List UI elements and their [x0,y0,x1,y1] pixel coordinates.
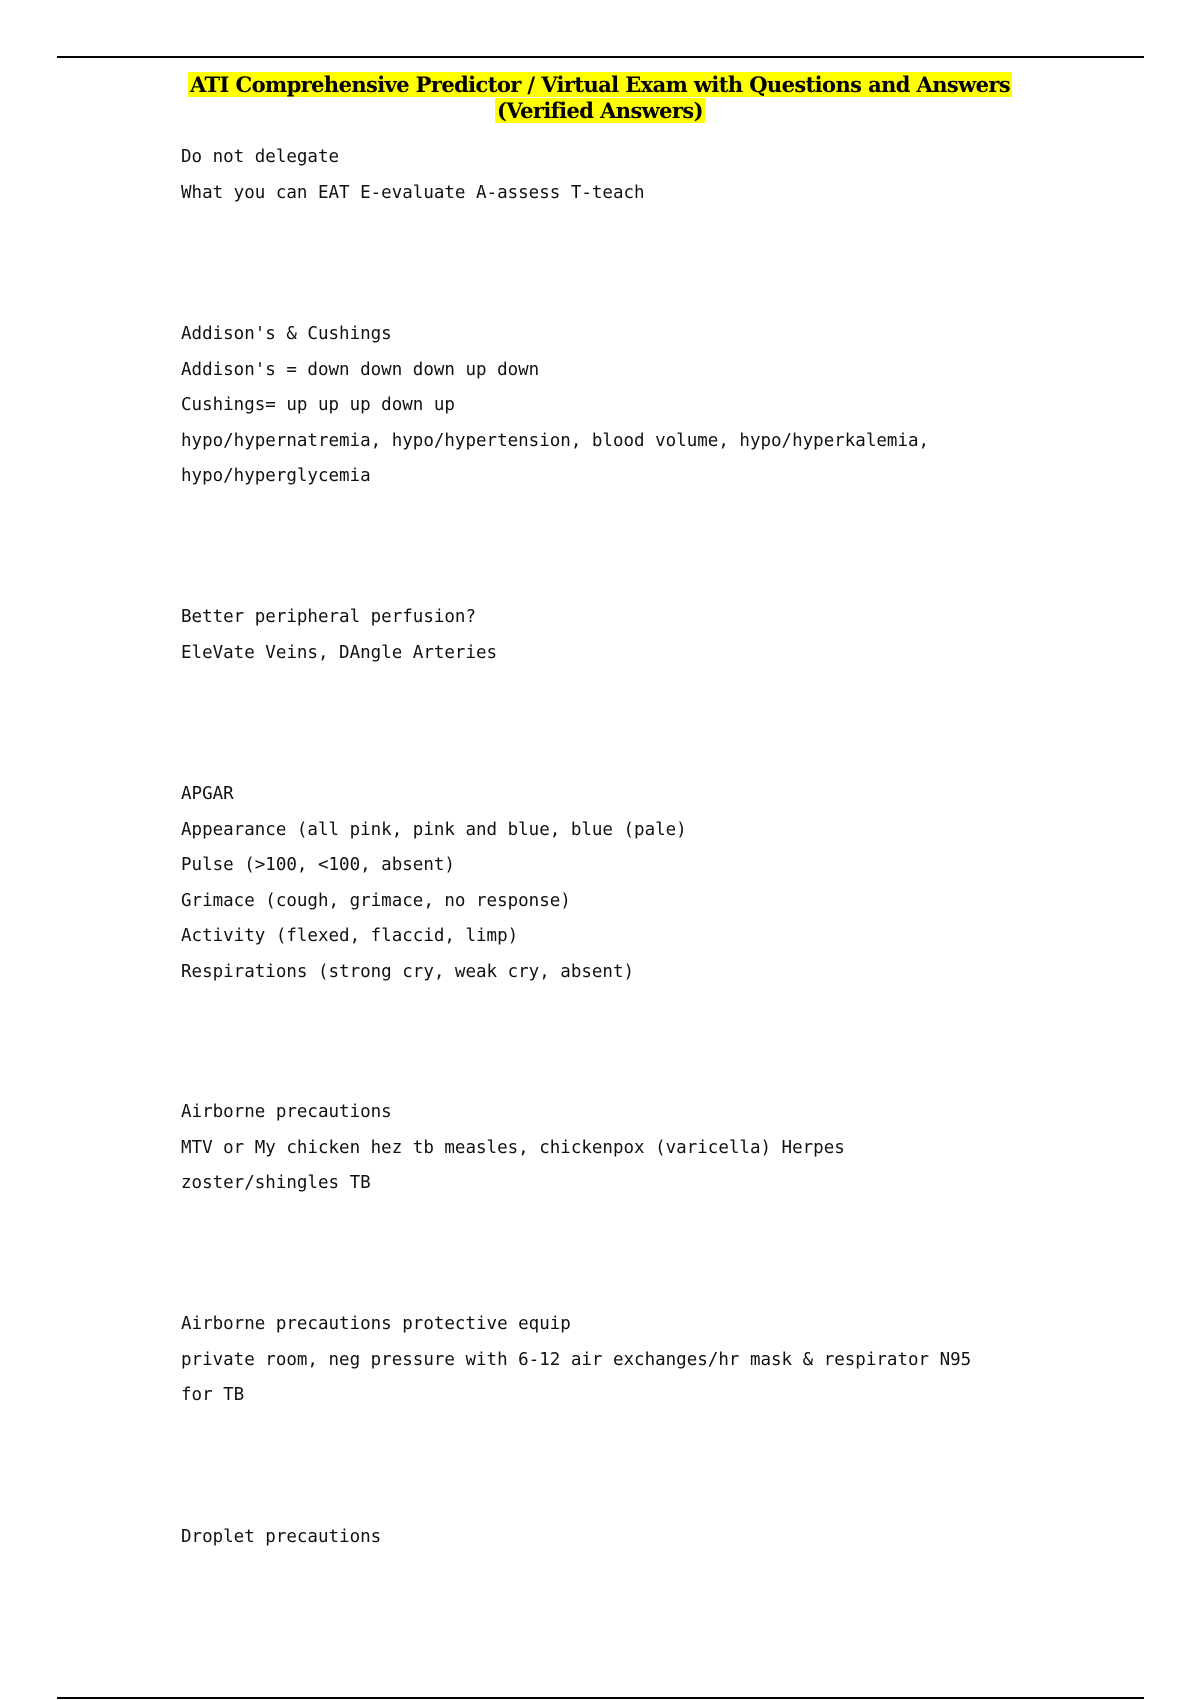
title-line-2: (Verified Answers) [497,98,703,123]
title-line-1: ATI Comprehensive Predictor / Virtual Exam with Questions and Answers [189,72,1011,97]
answer-line: zoster/shingles TB [181,1173,371,1193]
section-apgar [181,777,1081,990]
answer-line: MTV or My chicken hez tb measles, chickenpox (varicella) Herpes [181,1137,845,1158]
section-airborne-precautions [181,1095,1081,1202]
document-title [0,72,1200,124]
question-line: Airborne precautions protective equip [181,1314,571,1334]
bottom-divider [57,1697,1144,1699]
section-addisons-cushings [181,317,1081,495]
answer-line: Respirations (strong cry, weak cry, absent) [181,961,635,982]
answer-line: hypo/hyperglycemia [181,466,371,486]
answer-line: What you can EAT E-evaluate A-assess T-teach [181,182,645,203]
answer-line: hypo/hypernatremia, hypo/hypertension, blood volume, hypo/hyperkalemia, [181,430,930,451]
answer-line: EleVate Veins, DAngle Arteries [181,642,498,663]
section-droplet-precautions [181,1520,1081,1556]
question-line: Do not delegate [181,147,340,167]
section-airborne-equipment [181,1307,1081,1414]
question-line: Airborne precautions [181,1102,392,1122]
answer-line: Cushings= up up up down up [181,395,455,415]
answer-line: Pulse (>100, <100, absent) [181,855,455,875]
question-line: Better peripheral perfusion? [181,607,477,627]
section-peripheral-perfusion [181,600,1081,671]
answer-line: for TB [181,1385,245,1405]
answer-line: Appearance (all pink, pink and blue, blue (pale) [181,819,687,840]
top-divider [57,56,1144,58]
section-delegation [181,140,1081,211]
answer-line: private room, neg pressure with 6-12 air exchanges/hr mask & respirator N95 [181,1349,972,1370]
answer-line: Activity (flexed, flaccid, limp) [181,926,519,946]
question-line: Droplet precautions [181,1527,382,1547]
answer-line: Addison's = down down down up down [181,359,540,380]
question-line: APGAR [181,784,234,804]
answer-line: Grimace (cough, grimace, no response) [181,890,571,911]
question-line: Addison's & Cushings [181,324,392,344]
